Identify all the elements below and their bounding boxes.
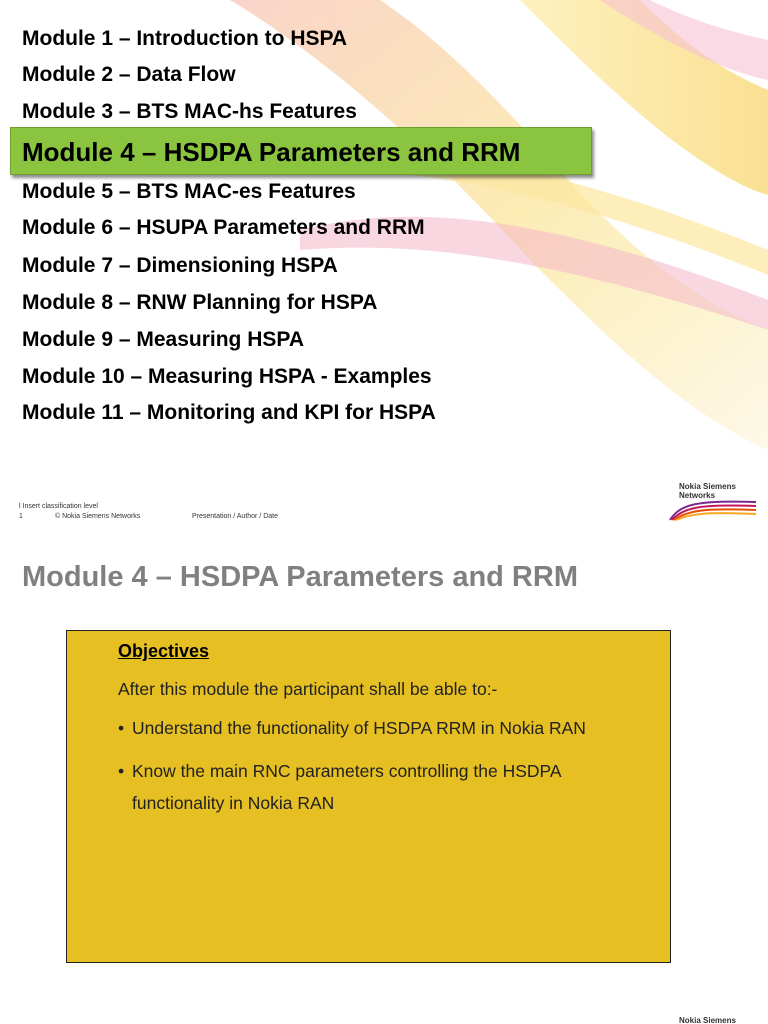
objectives-box — [66, 630, 671, 963]
agenda-item-module-5: Module 5 – BTS MAC-es Features — [22, 180, 356, 203]
bullet-dot-icon: • — [118, 761, 125, 781]
classification-label: l Insert classification level — [19, 503, 98, 510]
logo-text-line1: Nokia Siemens — [679, 482, 736, 491]
logo-text-line2: Networks — [679, 491, 716, 500]
logo-text-line1-slide2: Nokia Siemens — [679, 1016, 736, 1024]
bullet-dot-icon: • — [118, 718, 125, 738]
agenda-item-module-6: Module 6 – HSUPA Parameters and RRM — [22, 216, 425, 239]
objective-bullet-2 — [118, 755, 652, 819]
objective-bullet-text: Understand the functionality of HSDPA RRM in Nokia RAN — [132, 718, 586, 738]
agenda-item-module-3: Module 3 – BTS MAC-hs Features — [22, 100, 357, 123]
agenda-item-module-7: Module 7 – Dimensioning HSPA — [22, 254, 338, 277]
slide-title: Module 4 – HSDPA Parameters and RRM — [22, 561, 578, 593]
agenda-item-module-1: Module 1 – Introduction to HSPA — [22, 27, 348, 50]
agenda-item-module-11: Module 11 – Monitoring and KPI for HSPA — [22, 401, 436, 424]
objectives-intro: After this module the participant shall be able to:- — [118, 679, 498, 699]
nsn-logo-swoosh-icon — [668, 498, 758, 522]
agenda-item-module-8: Module 8 – RNW Planning for HSPA — [22, 291, 378, 314]
agenda-item-module-10: Module 10 – Measuring HSPA - Examples — [22, 365, 432, 388]
agenda-item-module-9: Module 9 – Measuring HSPA — [22, 328, 304, 351]
objectives-slide — [0, 536, 768, 1024]
presentation-author-date: Presentation / Author / Date — [192, 513, 278, 520]
objective-bullet-1 — [118, 712, 652, 744]
copyright-label: © Nokia Siemens Networks — [55, 513, 141, 520]
objective-bullet-text: Know the main RNC parameters controlling the HSDPA functionality in Nokia RAN — [132, 761, 562, 813]
objectives-heading: Objectives — [118, 641, 210, 661]
slide-page-number: 1 — [19, 513, 23, 520]
agenda-item-module-2: Module 2 – Data Flow — [22, 63, 236, 86]
agenda-item-module-4-highlighted: Module 4 – HSDPA Parameters and RRM — [22, 137, 521, 167]
